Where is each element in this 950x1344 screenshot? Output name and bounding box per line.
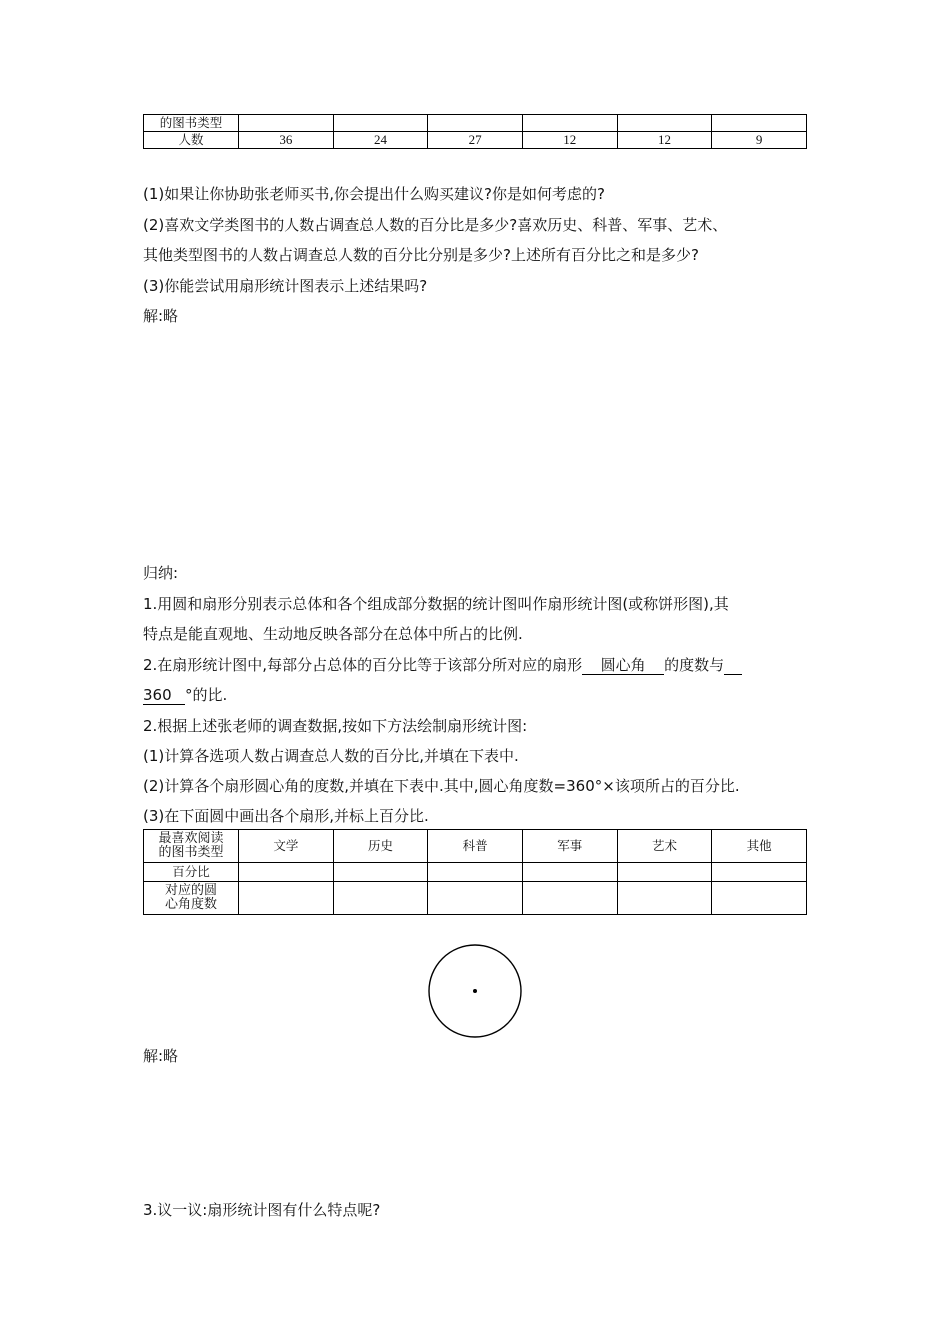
question-3: (3)你能尝试用扇形统计图表示上述结果吗? bbox=[143, 277, 428, 295]
survey-count-table bbox=[143, 114, 807, 149]
question-2-line2: 其他类型图书的人数占调查总人数的百分比分别是多少?上述所有百分比之和是多少? bbox=[143, 246, 699, 264]
table-row bbox=[144, 115, 807, 132]
task-2-step-3: (3)在下面圆中画出各个扇形,并标上百分比. bbox=[143, 807, 429, 825]
header-type-cell: 最喜欢阅读 的图书类型 bbox=[144, 830, 239, 863]
table-row bbox=[144, 882, 807, 915]
summary-point-2-suffix: °的比. bbox=[185, 686, 228, 704]
angle-input-cell[interactable] bbox=[712, 882, 807, 915]
table-row bbox=[144, 132, 807, 149]
percent-angle-table bbox=[143, 829, 807, 915]
row-label-angle: 对应的圆 心角度数 bbox=[144, 882, 239, 915]
count-cell: 9 bbox=[712, 132, 807, 149]
percent-input-cell[interactable] bbox=[333, 863, 428, 882]
summary-point-1-line2: 特点是能直观地、生动地反映各部分在总体中所占的比例. bbox=[143, 625, 523, 643]
count-cell: 24 bbox=[333, 132, 428, 149]
count-cell: 27 bbox=[428, 132, 523, 149]
answer-2: 解:略 bbox=[143, 1047, 179, 1065]
percent-input-cell[interactable] bbox=[522, 863, 617, 882]
summary-heading: 归纳: bbox=[143, 564, 179, 582]
percent-input-cell[interactable] bbox=[239, 863, 334, 882]
angle-input-cell[interactable] bbox=[239, 882, 334, 915]
table-row bbox=[144, 863, 807, 882]
summary-point-1-line1: 1.用圆和扇形分别表示总体和各个组成部分数据的统计图叫作扇形统计图(或称饼形图),其 bbox=[143, 595, 729, 613]
angle-input-cell[interactable] bbox=[522, 882, 617, 915]
percent-input-cell[interactable] bbox=[428, 863, 523, 882]
question-1: (1)如果让你协助张老师买书,你会提出什么购买建议?你是如何考虑的? bbox=[143, 185, 605, 203]
task-2-step-2: (2)计算各个扇形圆心角的度数,并填在下表中.其中,圆心角度数=360°×该项所占的百分比. bbox=[143, 777, 740, 795]
category-header: 军事 bbox=[522, 830, 617, 863]
task-2-title: 2.根据上述张老师的调查数据,按如下方法绘制扇形统计图: bbox=[143, 717, 528, 735]
summary-point-2-prefix: 2.在扇形统计图中,每部分占总体的百分比等于该部分所对应的扇形 bbox=[143, 656, 583, 674]
angle-input-cell[interactable] bbox=[617, 882, 712, 915]
circle-center-dot bbox=[473, 989, 477, 993]
row-label-count: 人数 bbox=[144, 132, 239, 149]
category-header: 历史 bbox=[333, 830, 428, 863]
count-cell: 12 bbox=[522, 132, 617, 149]
answer-1: 解:略 bbox=[143, 307, 179, 325]
angle-input-cell[interactable] bbox=[428, 882, 523, 915]
category-header: 其他 bbox=[712, 830, 807, 863]
fill-blank-central-angle: 圆心角 bbox=[582, 656, 664, 675]
summary-point-2-line2 bbox=[143, 685, 227, 705]
summary-point-2-middle: 的度数与 bbox=[664, 656, 725, 674]
table-header-row bbox=[144, 830, 807, 863]
angle-input-cell[interactable] bbox=[333, 882, 428, 915]
percent-input-cell[interactable] bbox=[617, 863, 712, 882]
category-header: 艺术 bbox=[617, 830, 712, 863]
task-2-step-1: (1)计算各选项人数占调查总人数的百分比,并填在下表中. bbox=[143, 747, 519, 765]
pie-drawing-circle[interactable] bbox=[427, 943, 523, 1039]
count-cell: 12 bbox=[617, 132, 712, 149]
category-header: 文学 bbox=[239, 830, 334, 863]
row-label-percent: 百分比 bbox=[144, 863, 239, 882]
summary-point-2-line1 bbox=[143, 655, 742, 675]
count-cell: 36 bbox=[239, 132, 334, 149]
percent-input-cell[interactable] bbox=[712, 863, 807, 882]
category-header: 科普 bbox=[428, 830, 523, 863]
discussion-prompt: 3.议一议:扇形统计图有什么特点呢? bbox=[143, 1201, 381, 1219]
circle-graphic bbox=[427, 943, 523, 1039]
fill-blank-trailing bbox=[724, 656, 742, 675]
question-2-line1: (2)喜欢文学类图书的人数占调查总人数的百分比是多少?喜欢历史、科普、军事、艺术、 bbox=[143, 216, 728, 234]
fill-blank-360: 360 bbox=[143, 686, 185, 705]
row-label-type: 的图书类型 bbox=[144, 115, 239, 132]
